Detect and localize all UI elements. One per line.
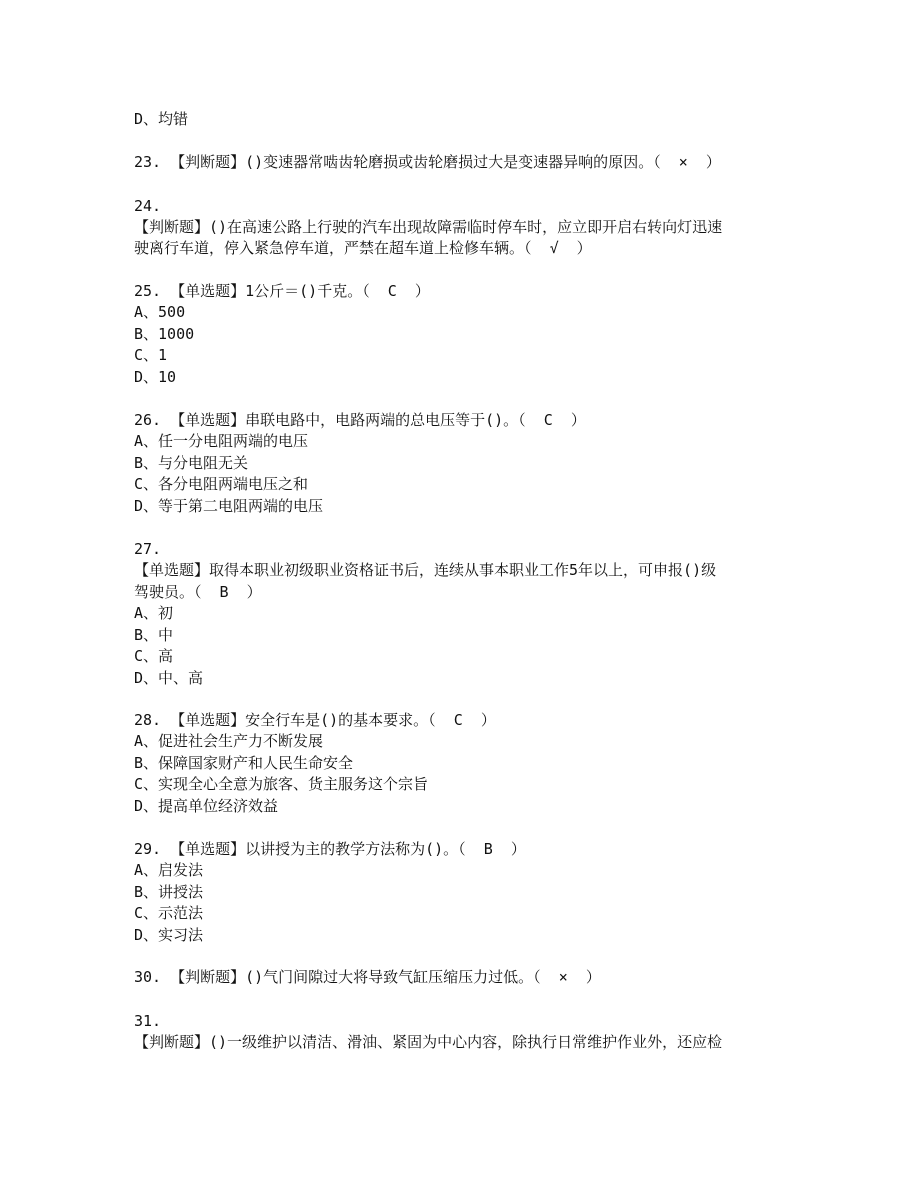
- q25-question: 25. 【单选题】1公斤＝()千克。（ C ）: [134, 282, 430, 300]
- q27-question-line1: 【单选题】取得本职业初级职业资格证书后，连续从事本职业工作5年以上，可申报()级: [134, 561, 717, 579]
- q22-option-d: D、均错: [134, 110, 189, 128]
- q27-option-a: A、初: [134, 604, 174, 622]
- q29-option-d: D、实习法: [134, 926, 204, 944]
- q28-option-b: B、保障国家财产和人民生命安全: [134, 754, 354, 772]
- q26-option-c: C、各分电阻两端电压之和: [134, 475, 309, 493]
- q27-number: 27.: [134, 540, 162, 558]
- q28-option-d: D、提高单位经济效益: [134, 797, 279, 815]
- q29-option-c: C、示范法: [134, 904, 204, 922]
- q24-number: 24.: [134, 197, 162, 215]
- q26-question: 26. 【单选题】串联电路中，电路两端的总电压等于()。（ C ）: [134, 411, 586, 429]
- q28-option-c: C、实现全心全意为旅客、货主服务这个宗旨: [134, 775, 429, 793]
- q28-option-a: A、促进社会生产力不断发展: [134, 732, 324, 750]
- q28-question: 28. 【单选题】安全行车是()的基本要求。（ C ）: [134, 711, 496, 729]
- q29-option-b: B、讲授法: [134, 883, 204, 901]
- q27-option-b: B、中: [134, 626, 174, 644]
- q25-option-d: D、10: [134, 368, 177, 386]
- q26-option-d: D、等于第二电阻两端的电压: [134, 497, 324, 515]
- q25-option-b: B、1000: [134, 325, 195, 343]
- q24-question-line1: 【判断题】()在高速公路上行驶的汽车出现故障需临时停车时，应立即开启右转向灯迅速: [134, 218, 723, 236]
- q26-option-a: A、任一分电阻两端的电压: [134, 432, 309, 450]
- q24-question-line2: 驶离行车道，停入紧急停车道，严禁在超车道上检修车辆。（ √ ）: [134, 239, 592, 257]
- q23-question: 23. 【判断题】()变速器常啮齿轮磨损或齿轮磨损过大是变速器异响的原因。（ × ）: [134, 153, 721, 171]
- q25-option-a: A、500: [134, 303, 186, 321]
- q27-question-line2: 驾驶员。（ B ）: [134, 583, 262, 601]
- q26-option-b: B、与分电阻无关: [134, 454, 249, 472]
- q31-number: 31.: [134, 1012, 162, 1030]
- q31-question-line1: 【判断题】()一级维护以清洁、滑油、紧固为中心内容，除执行日常维护作业外，还应检: [134, 1033, 723, 1051]
- q29-option-a: A、启发法: [134, 861, 204, 879]
- q27-option-d: D、中、高: [134, 669, 204, 687]
- q30-question: 30. 【判断题】()气门间隙过大将导致气缸压缩压力过低。（ × ）: [134, 968, 601, 986]
- q29-question: 29. 【单选题】以讲授为主的教学方法称为()。（ B ）: [134, 840, 526, 858]
- q25-option-c: C、1: [134, 346, 168, 364]
- q27-option-c: C、高: [134, 647, 174, 665]
